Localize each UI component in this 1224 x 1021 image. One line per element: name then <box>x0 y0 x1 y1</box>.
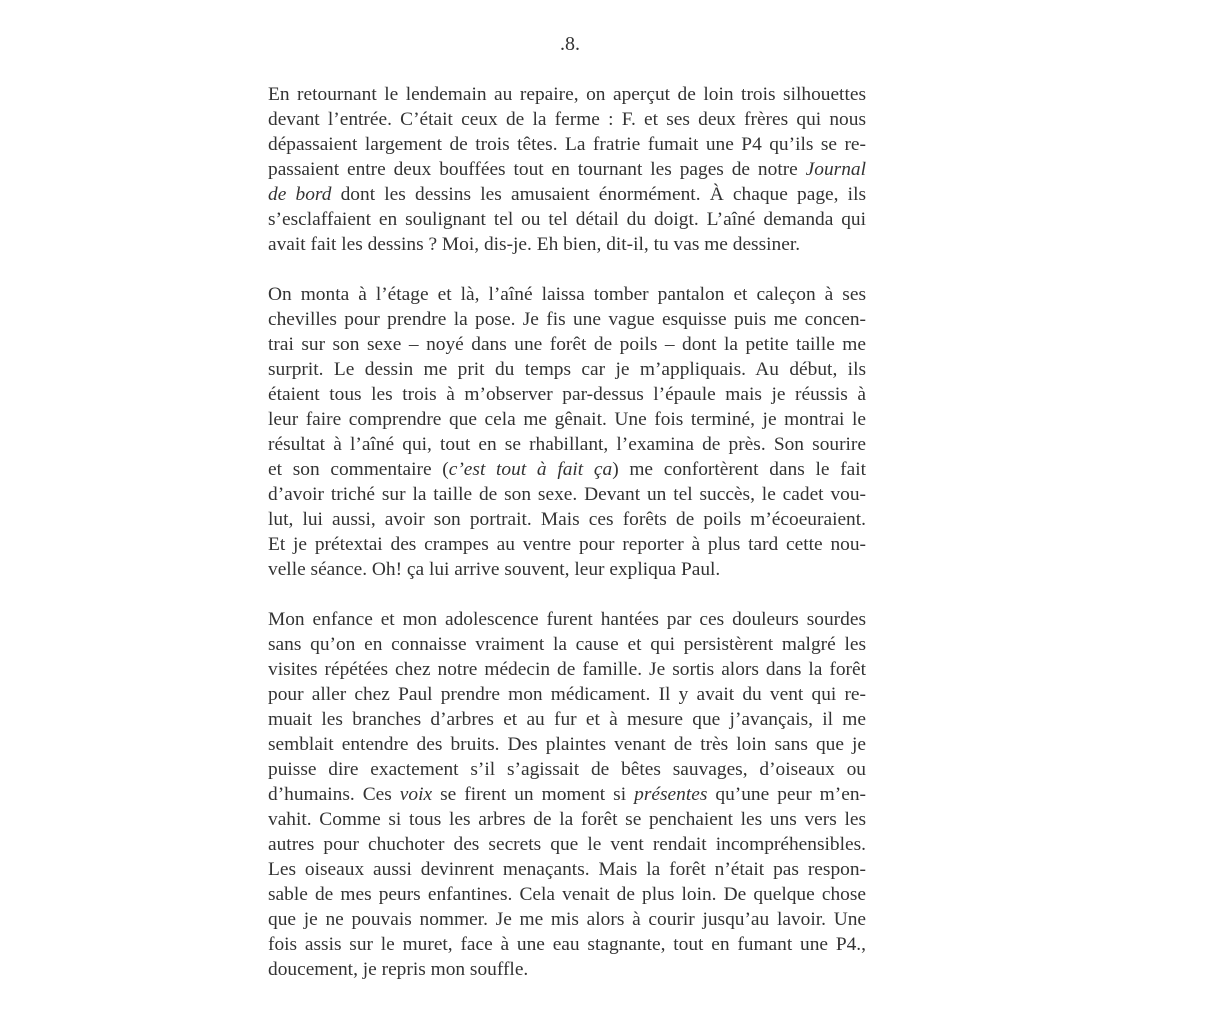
text-run: leur faire comprendre que cela me gênait. Une fois terminé, je montrai le <box>268 409 866 430</box>
italic-text: c’est tout à fait ça <box>448 459 613 480</box>
text-line <box>268 757 866 782</box>
text-run: qu’une peur m’en- <box>707 784 866 805</box>
text-line <box>268 407 866 432</box>
text-run: semblait entendre des bruits. Des plaintes venant de très loin sans que je <box>268 734 866 755</box>
text-line <box>268 282 866 307</box>
italic-text: Journal <box>805 159 866 180</box>
text-line <box>268 907 866 932</box>
text-run: Les oiseaux aussi devinrent menaçants. Mais la forêt n’était pas respon- <box>268 859 866 880</box>
text-line <box>268 607 866 632</box>
text-line <box>268 832 866 857</box>
text-line <box>268 332 866 357</box>
text-run: d’avoir triché sur la taille de son sexe. Devant un tel succès, le cadet vou- <box>268 484 866 505</box>
text-run: sans qu’on en connaisse vraiment la cause et qui persistèrent malgré les <box>268 634 866 655</box>
text-line <box>268 807 866 832</box>
text-line <box>268 482 866 507</box>
text-run: fois assis sur le muret, face à une eau stagnante, tout en fumant une P4., <box>268 934 866 955</box>
text-line <box>268 957 866 982</box>
text-run: visites répétées chez notre médecin de famille. Je sortis alors dans la forêt <box>268 659 866 680</box>
text-run: velle séance. Oh! ça lui arrive souvent, leur expliqua Paul. <box>268 559 721 580</box>
text-line <box>268 182 866 207</box>
text-run: étaient tous les trois à m’observer par-dessus l’épaule mais je réussis à <box>268 384 866 405</box>
text-run: chevilles pour prendre la pose. Je fis une vague esquisse puis me concen- <box>268 309 866 330</box>
text-line <box>268 382 866 407</box>
text-run: passaient entre deux bouffées tout en tournant les pages de notre <box>268 159 806 180</box>
text-run: s’esclaffaient en soulignant tel ou tel détail du doigt. L’aîné demanda qui <box>268 209 866 230</box>
text-line <box>268 107 866 132</box>
text-line <box>268 882 866 907</box>
text-line <box>268 707 866 732</box>
text-line <box>268 557 866 582</box>
text-run: dépassaient largement de trois têtes. La fratrie fumait une P4 qu’ils se re- <box>268 134 866 155</box>
text-run: avait fait les dessins ? Moi, dis-je. Eh bien, dit-il, tu vas me dessiner. <box>268 234 801 255</box>
italic-text: de bord <box>268 184 332 205</box>
text-run: doucement, je repris mon souffle. <box>268 959 529 980</box>
text-line <box>268 682 866 707</box>
text-run: Et je prétextai des crampes au ventre pour reporter à plus tard cette nou- <box>268 534 866 555</box>
text-run: vahit. Comme si tous les arbres de la forêt se penchaient les uns vers les <box>268 809 866 830</box>
text-line <box>268 82 866 107</box>
text-run: d’humains. Ces <box>268 784 400 805</box>
text-line <box>268 432 866 457</box>
text-run: devant l’entrée. C’était ceux de la ferme : F. et ses deux frères qui nous <box>268 109 866 130</box>
text-line <box>268 532 866 557</box>
text-run: que je ne pouvais nommer. Je me mis alors à courir jusqu’au lavoir. Une <box>268 909 866 930</box>
text-line <box>268 457 866 482</box>
text-run: autres pour chuchoter des secrets que le vent rendait incompréhensibles. <box>268 834 866 855</box>
text-line <box>268 157 866 182</box>
text-line <box>268 632 866 657</box>
text-line <box>268 857 866 882</box>
text-line <box>268 232 866 257</box>
paragraph-2 <box>268 282 866 582</box>
text-run: puisse dire exactement s’il s’agissait de bêtes sauvages, d’oiseaux ou <box>268 759 866 780</box>
paragraph-3 <box>268 607 866 982</box>
text-run: sable de mes peurs enfantines. Cela venait de plus loin. De quelque chose <box>268 884 866 905</box>
italic-text: voix <box>399 784 433 805</box>
text-run: résultat à l’aîné qui, tout en se rhabillant, l’examina de près. Son sourire <box>268 434 866 455</box>
text-run: se firent un moment si <box>432 784 635 805</box>
text-line <box>268 657 866 682</box>
text-run: muait les branches d’arbres et au fur et à mesure que j’avançais, il me <box>268 709 866 730</box>
text-line <box>268 932 866 957</box>
text-line <box>268 782 866 807</box>
text-line <box>268 132 866 157</box>
text-line <box>268 507 866 532</box>
text-run: trai sur son sexe – noyé dans une forêt de poils – dont la petite taille me <box>268 334 866 355</box>
page-number: .8. <box>560 33 580 55</box>
text-line <box>268 307 866 332</box>
text-run: ) me confortèrent dans le fait <box>612 459 866 480</box>
text-run: surprit. Le dessin me prit du temps car je m’appliquais. Au début, ils <box>268 359 866 380</box>
text-run: pour aller chez Paul prendre mon médicament. Il y avait du vent qui re- <box>268 684 866 705</box>
text-run: dont les dessins les amusaient énormément. À chaque page, ils <box>331 184 866 205</box>
italic-text: présentes <box>634 784 708 805</box>
text-run: On monta à l’étage et là, l’aîné laissa tomber pantalon et caleçon à ses <box>268 284 866 305</box>
text-run: En retournant le lendemain au repaire, on aperçut de loin trois silhouettes <box>268 84 866 105</box>
paragraph-1 <box>268 82 866 257</box>
text-line <box>268 732 866 757</box>
text-line <box>268 207 866 232</box>
text-line <box>268 357 866 382</box>
text-run: Mon enfance et mon adolescence furent hantées par ces douleurs sourdes <box>268 609 866 630</box>
text-run: et son commentaire ( <box>268 459 449 480</box>
text-run: lut, lui aussi, avoir son portrait. Mais ces forêts de poils m’écoeuraient. <box>268 509 866 530</box>
